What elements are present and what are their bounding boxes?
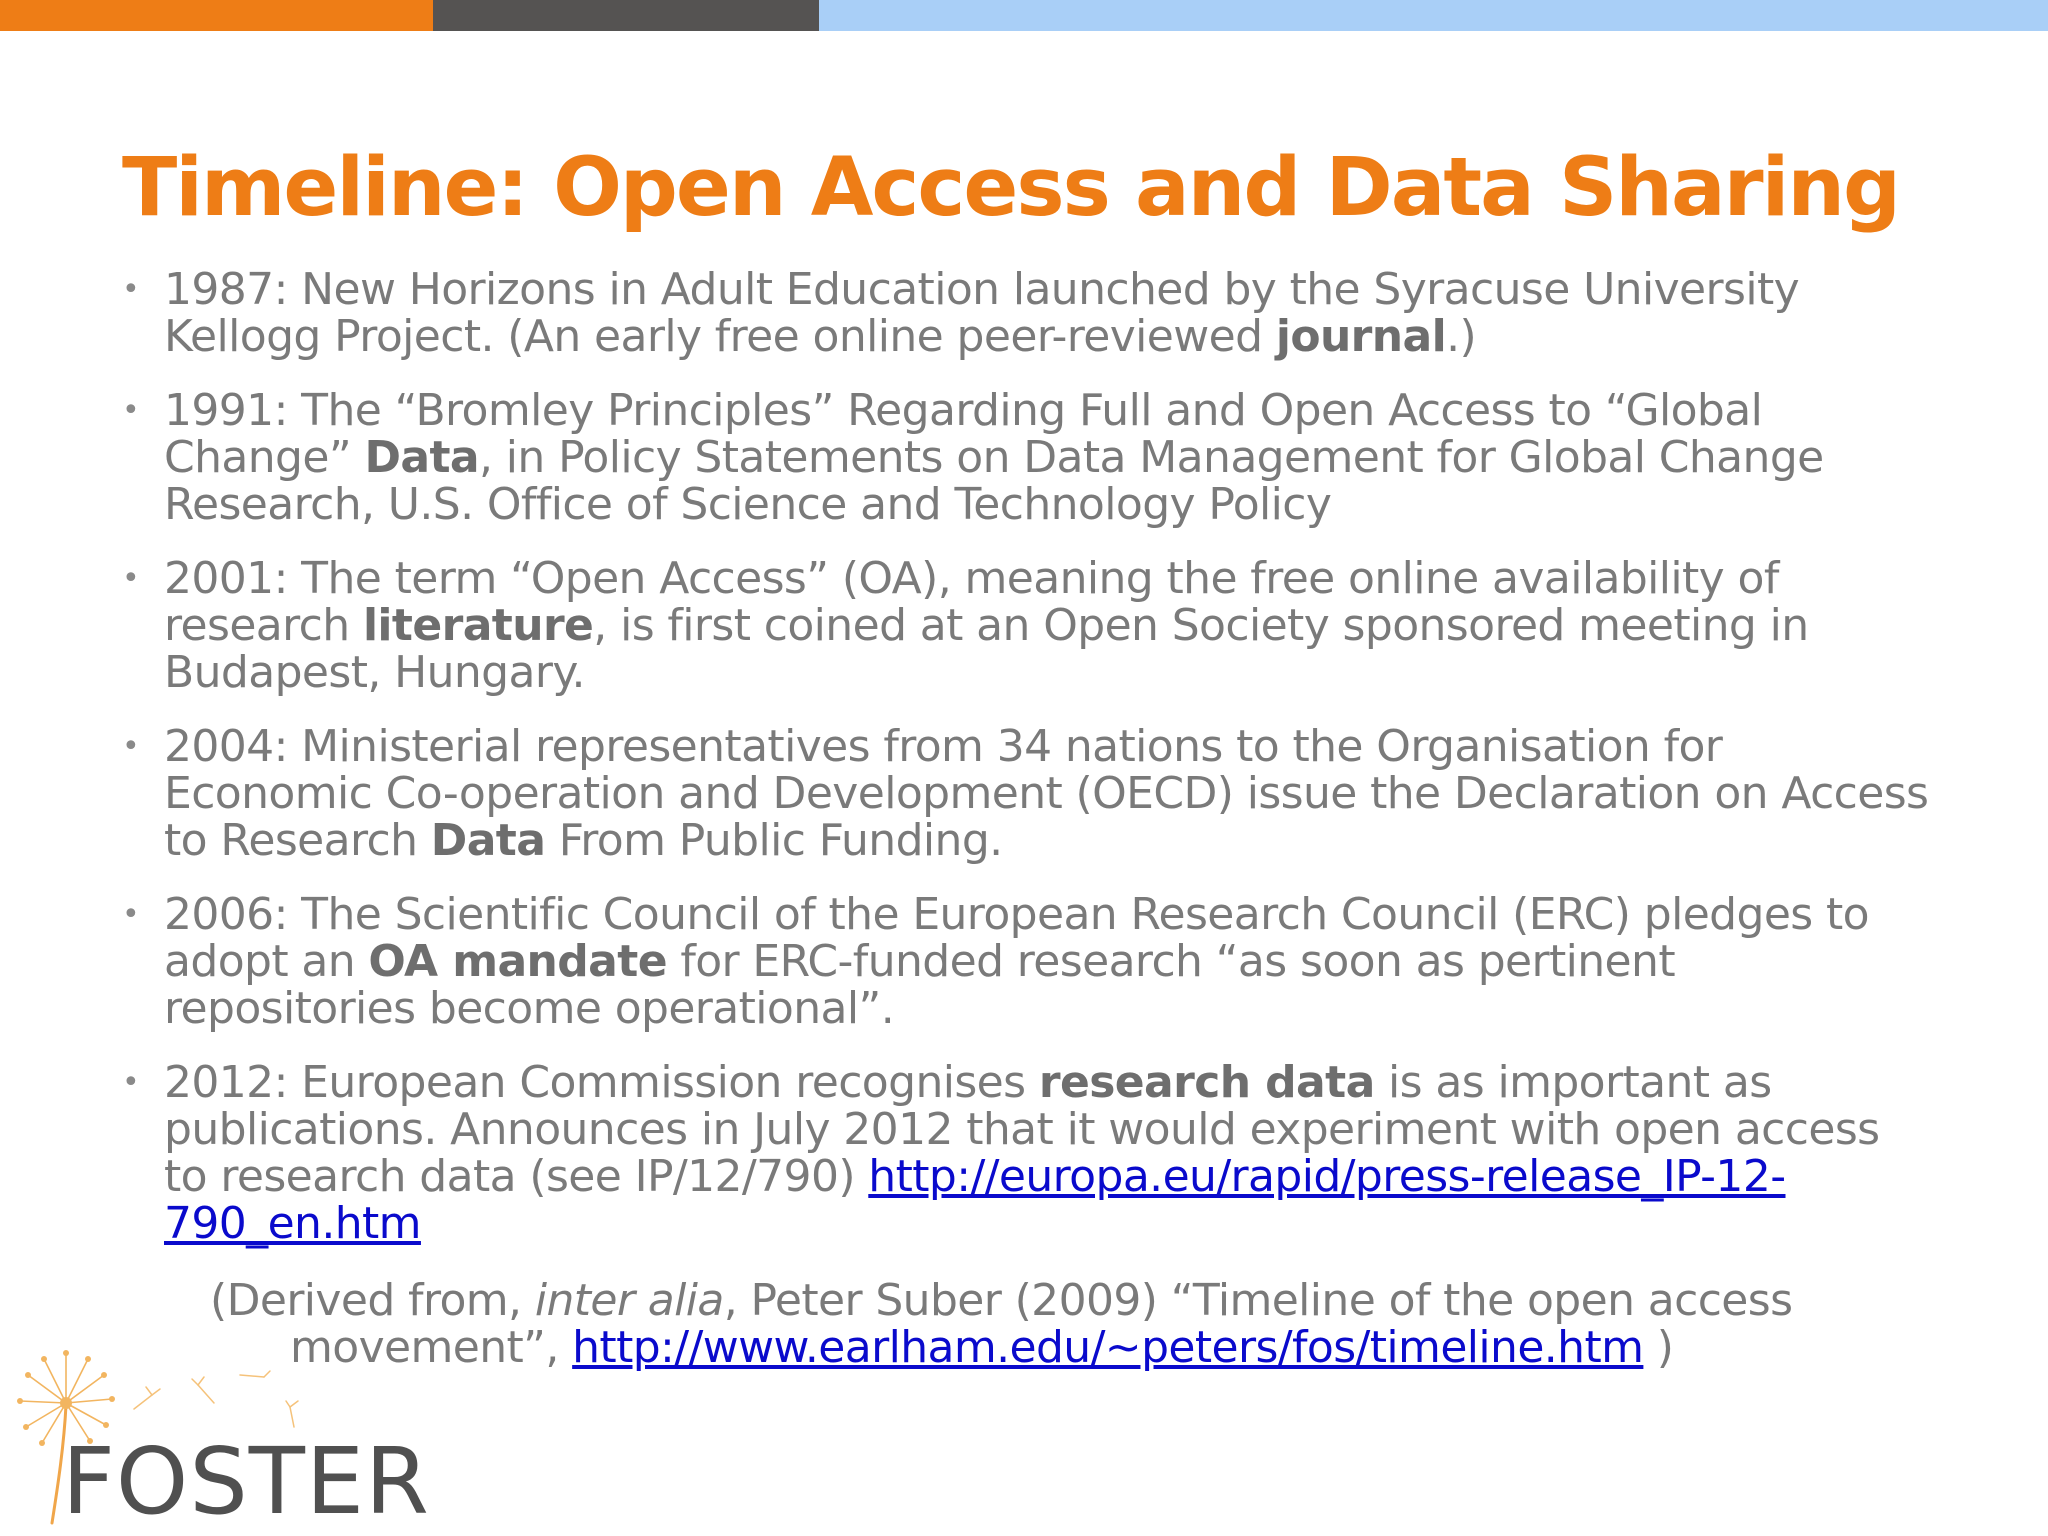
top-bar-dark-segment	[433, 0, 819, 31]
source-citation	[210, 1277, 2010, 1371]
source-text: )	[1643, 1322, 1674, 1373]
bullet-dot-icon: •	[122, 561, 140, 596]
timeline-text: 2004: Ministerial representatives from 34 nations to the Organisation for Economic Co-operation and Development (OECD) issue the Declaration on Access to Research	[164, 721, 1929, 866]
floating-seeds	[134, 1371, 298, 1427]
timeline-item-2004	[122, 723, 1932, 864]
timeline-bold: Data	[364, 432, 479, 483]
timeline-text: , is first coined at an Open Society sponsored meeting in Budapest, Hungary.	[164, 600, 1809, 698]
timeline-text: 2001: The term “Open Access” (OA), meaning the free online availability of research	[164, 553, 1779, 651]
timeline-text: 2006: The Scientific Council of the European Research Council (ERC) pledges to adopt an	[164, 889, 1869, 987]
timeline-text: 2012: European Commission recognises	[164, 1057, 1039, 1108]
top-bar-orange-segment	[0, 0, 433, 31]
timeline-text: , in Policy Statements on Data Management for Global Change Research, U.S. Office of Science and Technology Policy	[164, 432, 1824, 530]
top-color-bar	[0, 0, 2048, 31]
source-text: (Derived from,	[210, 1275, 535, 1326]
bullet-dot-icon: •	[122, 272, 140, 307]
timeline-text: 1987: New Horizons in Adult Education launched by the Syracuse University Kellogg Project. (An early free online peer-reviewed	[164, 264, 1800, 362]
timeline-list	[122, 266, 1932, 1274]
bullet-dot-icon: •	[122, 729, 140, 764]
top-bar-blue-segment	[819, 0, 2048, 31]
slide-title: Timeline: Open Access and Data Sharing	[122, 141, 1899, 235]
bullet-dot-icon: •	[122, 393, 140, 428]
bullet-dot-icon: •	[122, 897, 140, 932]
timeline-bold: Data	[430, 815, 546, 866]
europa-press-release-link[interactable]: http://europa.eu/rapid/press-release_IP-12-790_en.htm	[164, 1151, 1786, 1249]
timeline-bold: research data	[1038, 1057, 1375, 1108]
timeline-item-1991	[122, 387, 1932, 528]
timeline-bold: OA mandate	[368, 936, 667, 987]
timeline-text: From Public Funding.	[545, 815, 1003, 866]
timeline-text: 1991: The “Bromley Principles” Regarding Full and Open Access to “Global Change”	[164, 385, 1763, 483]
timeline-text: is as important as publications. Announces in July 2012 that it would experiment with open access to research data (see IP/12/790)	[164, 1057, 1880, 1202]
foster-logo-text: FOSTER	[62, 1428, 430, 1535]
source-text: , Peter Suber (2009) “Timeline of the open access movement”,	[290, 1275, 1793, 1373]
timeline-item-2006	[122, 891, 1932, 1032]
timeline-item-2001	[122, 555, 1932, 696]
timeline-item-1987	[122, 266, 1932, 360]
bullet-dot-icon: •	[122, 1065, 140, 1100]
timeline-bold: literature	[362, 600, 594, 651]
timeline-bold: journal	[1275, 311, 1447, 362]
source-italic: inter alia	[534, 1275, 724, 1326]
timeline-text: .)	[1446, 311, 1477, 362]
timeline-text: for ERC-funded research “as soon as pertinent repositories become operational”.	[164, 936, 1675, 1034]
suber-timeline-link[interactable]: http://www.earlham.edu/~peters/fos/timeline.htm	[572, 1322, 1644, 1373]
timeline-item-2012	[122, 1059, 1932, 1247]
